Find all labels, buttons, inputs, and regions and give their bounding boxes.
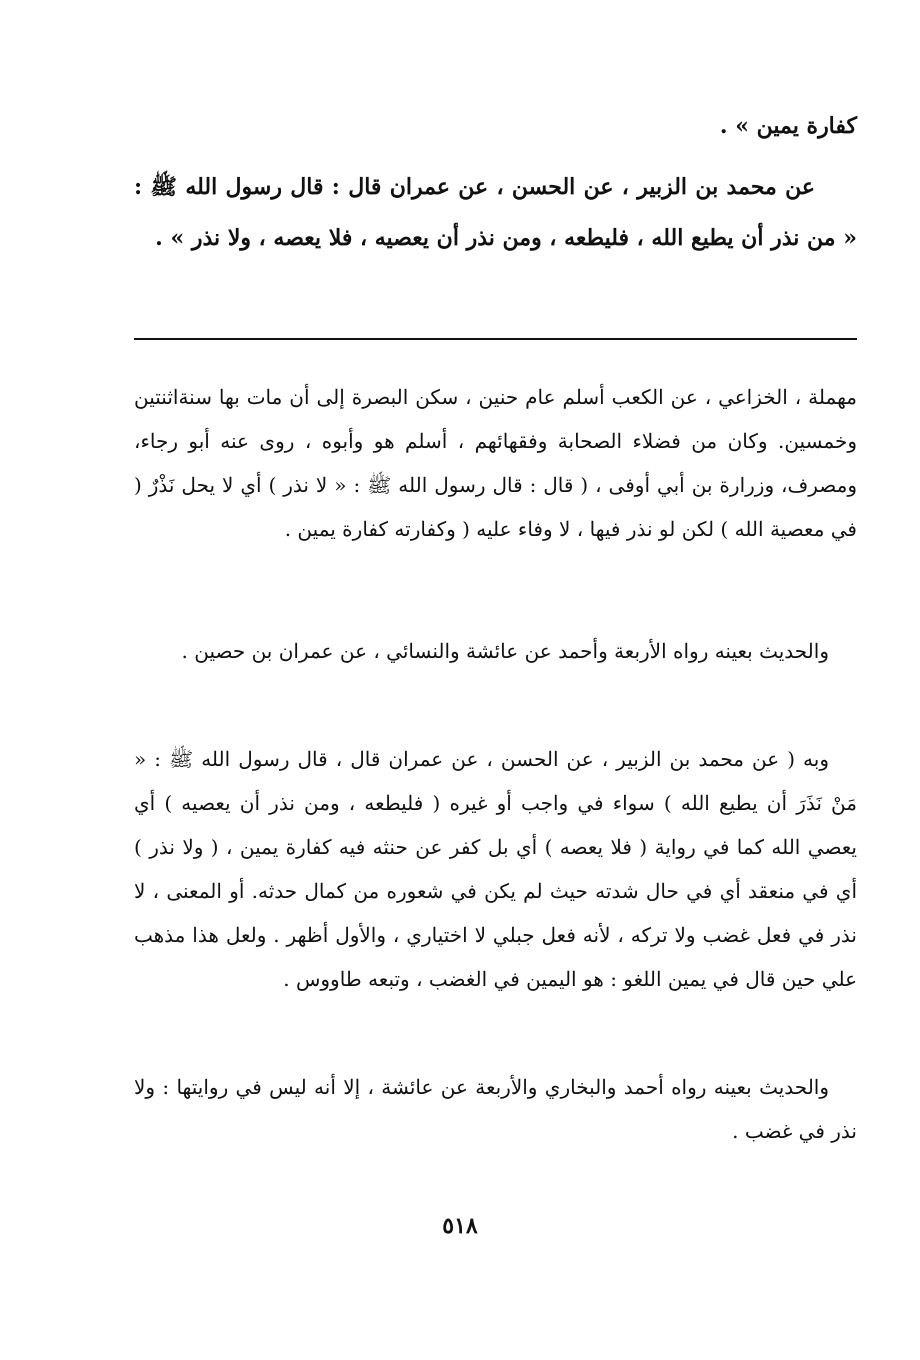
continued-hadith-line: كفارة يمين » . — [719, 113, 857, 139]
footnote-divider — [134, 338, 857, 340]
main-hadith-paragraph: عن محمد بن الزبير ، عن الحسن ، عن عمران قال : قال رسول الله ﷺ : « من نذر أن يطيع الله ، فليطعه ، ومن نذر أن يعصيه ، فلا يعصه ، ولا نذر » . — [134, 174, 857, 251]
commentary-paragraph-4: والحديث بعينه رواه أحمد والبخاري والأربعة عن عائشة ، إلا أنه ليس في روايتها : ولا نذر في غضب . — [134, 1075, 857, 1143]
commentary-paragraph-2: والحديث بعينه رواه الأربعة وأحمد عن عائشة والنسائي ، عن عمران بن حصين . — [181, 639, 829, 663]
commentary-paragraph-1: مهملة ، الخزاعي ، عن الكعب أسلم عام حنين ، سكن البصرة إلى أن مات بها سنةاثنتين وخمسين. وكان من فضلاء الصحابة وفقهائهم ، أسلم هو وأبوه ، روى عنه أبو رجاء، ومصرف، وزرارة بن أبي أوفى ، ( قال : قال رسول الله ﷺ : « لا نذر ) أي لا يحل نَذْرٌ ( في معصية الله ) لكن لو نذر فيها ، لا وفاء عليه ( وكفارته كفارة يمين . — [134, 385, 857, 541]
commentary-paragraph-3: وبه ( عن محمد بن الزبير ، عن الحسن ، عن عمران قال ، قال رسول الله ﷺ : « مَنْ نَذَرَ أن يطيع الله ) سواء في واجب أو غيره ( فليطعه ، ومن نذر أن يعصيه ) أي يعصي الله كما في رواية ( فلا يعصه ) أي بل كفر عن حنثه فيه كفارة يمين ، ( ولا نذر ) أي في منعقد أي في حال شدته حيث لم يكن في شعوره من كمال حدثه. أو المعنى ، لا نذر في فعل غضب ولا تركه ، لأنه فعل جبلي لا اختياري ، والأول أظهر . ولعل هذا مذهب علي حين قال في يمين اللغو : هو اليمين في الغضب ، وتبعه طاووس . — [134, 747, 857, 991]
page-number: ٥١٨ — [442, 1213, 478, 1239]
